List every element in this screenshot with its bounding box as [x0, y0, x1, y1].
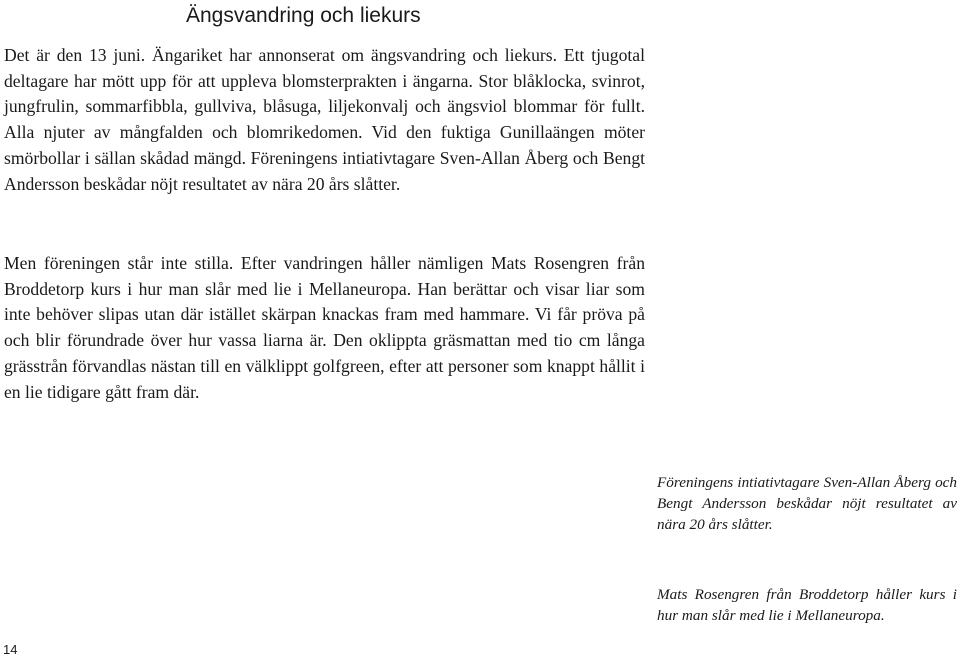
- article-title: Ängsvandring och liekurs: [186, 4, 421, 27]
- body-paragraph-2: Men föreningen står inte stilla. Efter vandringen håller nämligen Mats Rosengren från Broddetorp kurs i hur man slår med lie i Mellaneuropa. Han berättar och visar liar som inte behöver slipas utan där istället skärpan knackas fram med hammare. Vi får pröva på och blir förundrade över hur vassa liarna är. Den oklippta gräsmattan med tio cm långa grässtrån förvandlas nästan till en välklippt golfgreen, efter att personer som knappt hållit i en lie tidigare gått fram där.: [4, 253, 645, 402]
- body-paragraph-1: Det är den 13 juni. Ängariket har annonserat om ängsvandring och liekurs. Ett tjugotal deltagare har mött upp för att uppleva blomsterprakten i ängarna. Stor blåklocka, svinrot, jungfrulin, sommarfibbla, gullviva, blåsuga, liljekonvalj och ängsviol blommar för fullt. Alla njuter av mångfalden och blomrikedomen. Vid den fuktiga Gunillaängen möter smörbollar i sällan skådad mängd. Föreningens intiativtagare Sven-Allan Åberg och Bengt Andersson beskådar nöjt resultatet av nära 20 års slåtter.: [4, 45, 645, 194]
- page-number: 14: [3, 642, 18, 657]
- photo-caption-2: Mats Rosengren från Broddetorp håller kurs i hur man slår med lie i Mellaneuropa.: [657, 586, 957, 624]
- photo-caption-1: Föreningens intiativtagare Sven-Allan Åberg och Bengt Andersson beskådar nöjt resultatet av nära 20 års slåtter.: [657, 474, 957, 533]
